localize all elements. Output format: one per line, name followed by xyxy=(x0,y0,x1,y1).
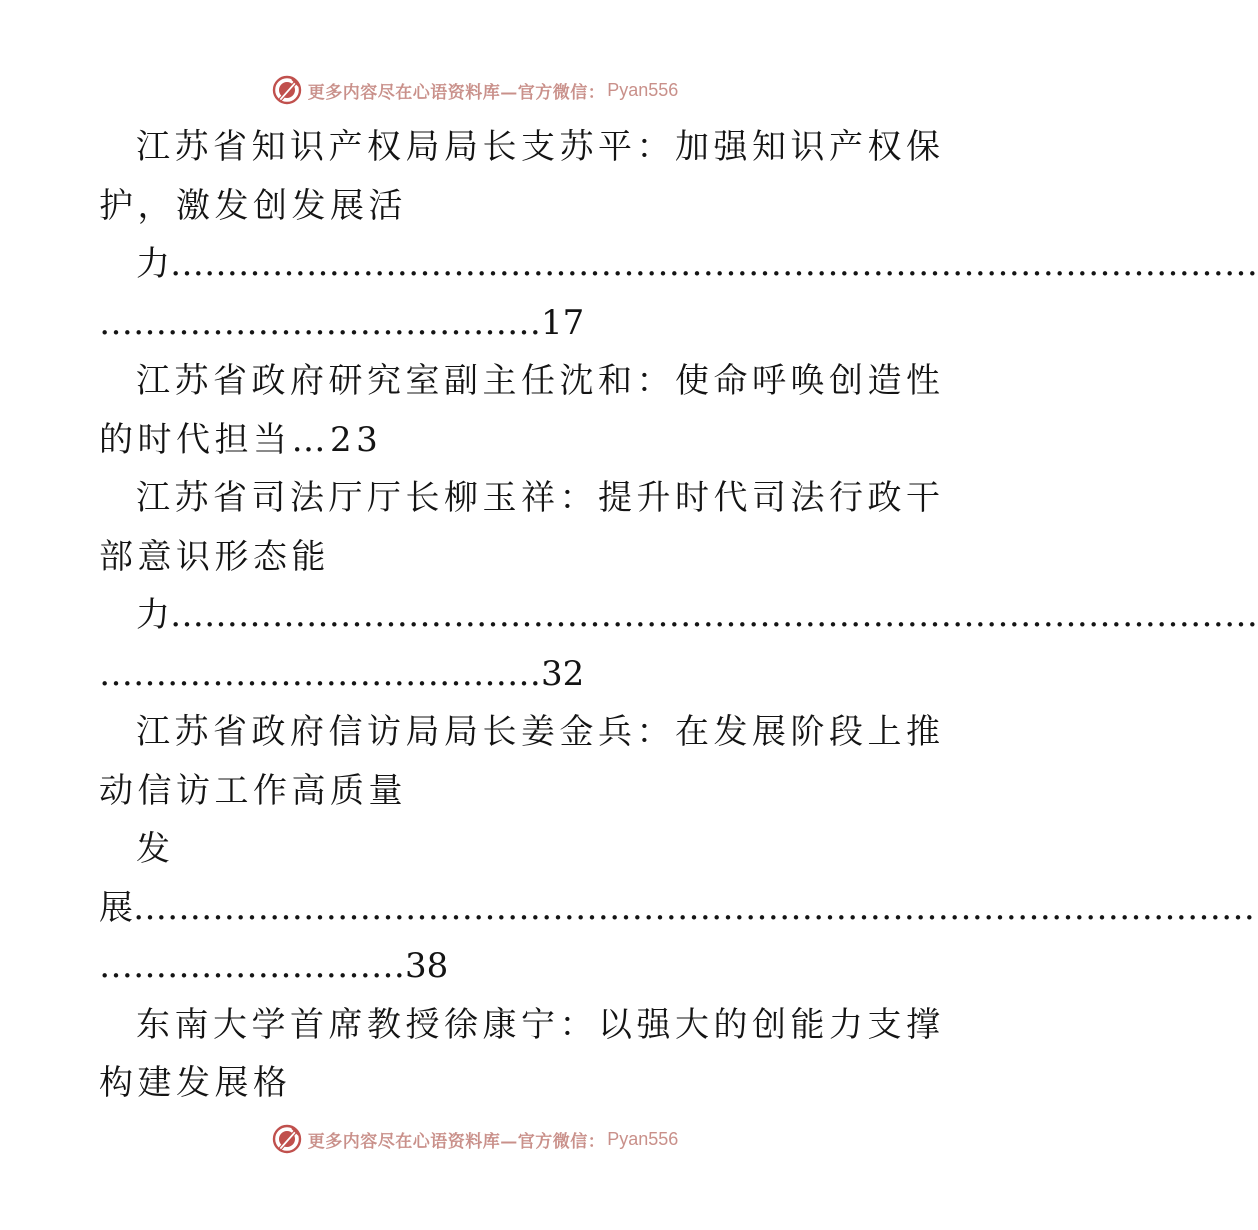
toc-entry-title: 江苏省知识产权局局长支苏平：加强知识产权保 xyxy=(136,127,945,167)
header-watermark xyxy=(0,73,950,107)
toc-entry-page: …………………………………32 xyxy=(99,653,585,694)
toc-entry-title-cont: 部意识形态能 xyxy=(99,536,330,577)
toc-entry-leader: 力…………………………………………………………………………………… xyxy=(136,244,1258,284)
toc-entry-title: 江苏省司法厅厅长柳玉祥：提升时代司法行政干 xyxy=(136,478,945,518)
toc-entry-title-cont: 发 xyxy=(136,829,175,869)
watermark-account: Pyan556 xyxy=(607,79,679,100)
quill-seal-icon xyxy=(272,1124,302,1154)
toc-entry-title: 江苏省政府研究室副主任沈和：使命呼唤创造性 xyxy=(136,361,945,401)
quill-seal-icon xyxy=(272,75,302,105)
toc-entry-page: ………………………38 xyxy=(99,946,449,986)
toc-entry-title: 东南大学首席教授徐康宁：以强大的创能力支撑 xyxy=(136,1004,945,1045)
toc-entry-title-cont: 动信访工作高质量 xyxy=(99,770,407,811)
watermark-text: 更多内容尽在心语资料库—官方微信： xyxy=(307,82,606,103)
watermark-text: 更多内容尽在心语资料库—官方微信： xyxy=(307,1131,606,1152)
toc-entry-leader: 力…………………………………………………………………………………… xyxy=(136,595,1258,635)
toc-entry-title: 江苏省政府信访局局长姜金兵：在发展阶段上推 xyxy=(136,712,945,752)
footer-watermark xyxy=(0,1122,950,1156)
toc-entry-title-cont: 构建发展格 xyxy=(99,1063,292,1103)
toc-entry-page: …………………………………17 xyxy=(99,302,585,343)
toc-entry-title-cont: 护，激发创发展活 xyxy=(99,185,407,226)
toc-content xyxy=(99,118,1258,1113)
watermark-account: Pyan556 xyxy=(607,1128,679,1149)
toc-entry-title-cont: 的时代担当…23 xyxy=(99,419,383,460)
toc-entry-leader: 展……………………………………………………………………………………… xyxy=(99,887,1255,928)
